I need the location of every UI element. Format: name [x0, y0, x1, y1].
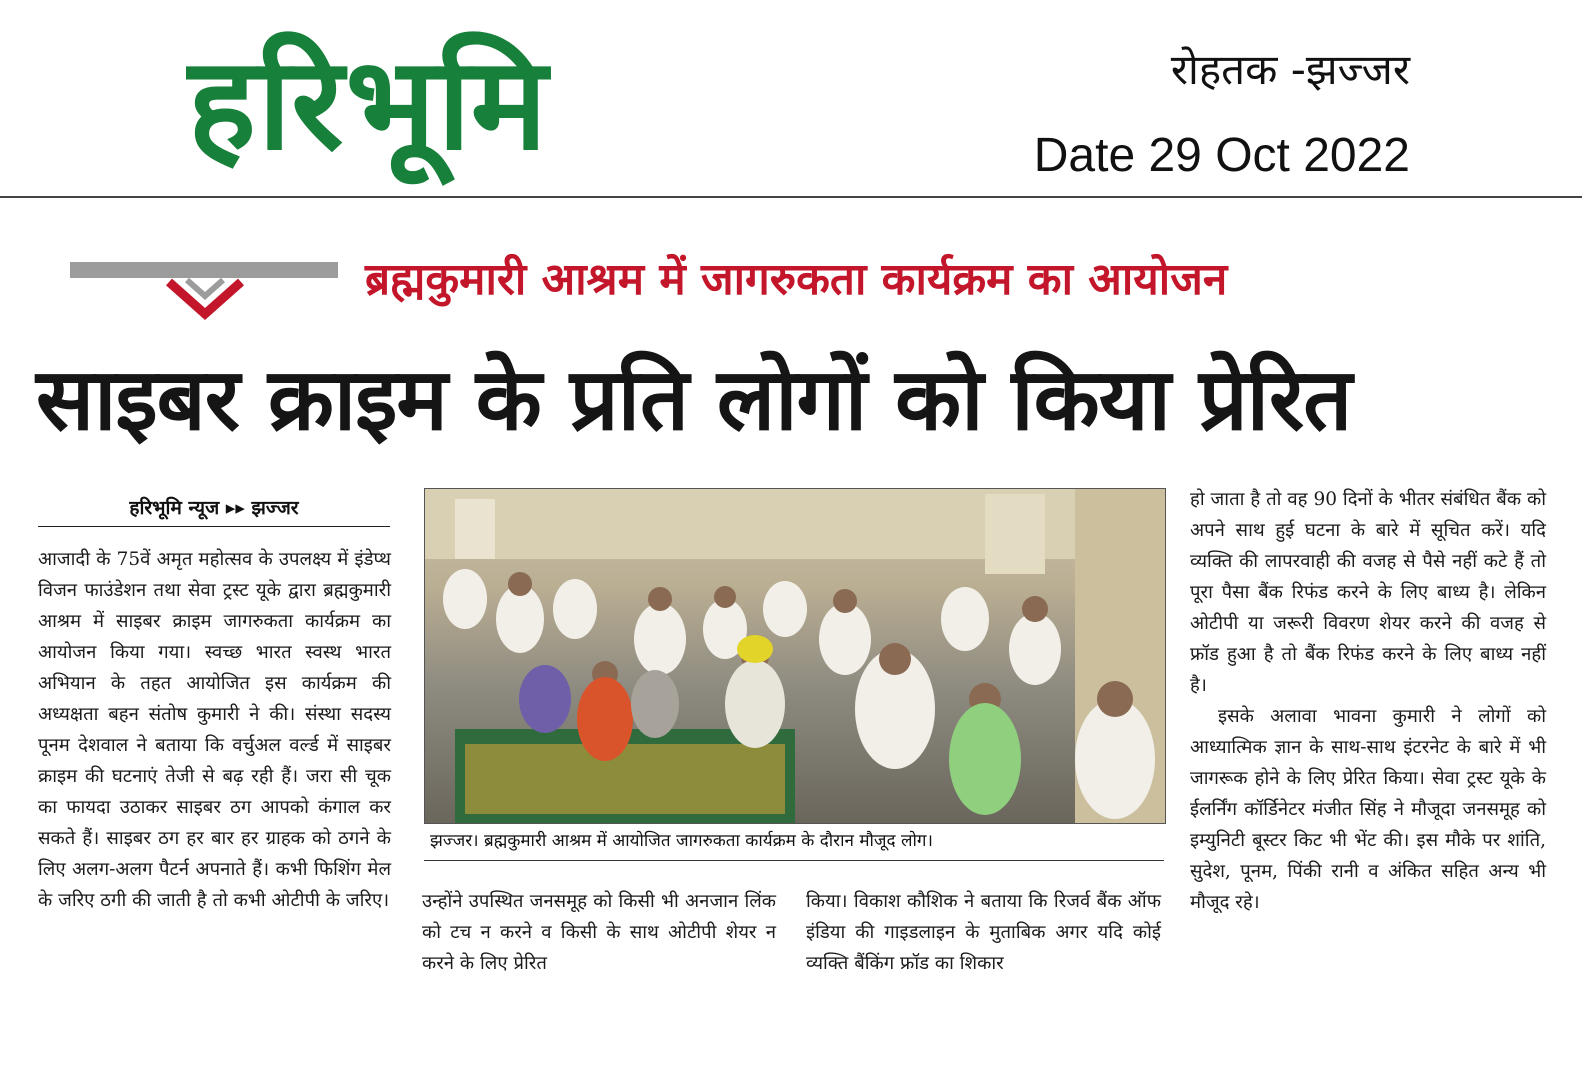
column-4-paragraph-1: हो जाता है तो वह 90 दिनों के भीतर संबंधित बैंक को अपने साथ हुई घटना के बारे में सूचित करें। यदि व्यक्ति की लापरवाही की वजह से पैसे नहीं कटे हैं तो पूरा पैसा बैंक रिफंड करने के लिए बाध्य है। लेकिन ओटीपी या जरूरी विवरण शेयर करने की वजह से फ्रॉड हुआ है तो बैंक रिफंड करने के लिए बाध्य नहीं है। [1190, 489, 1546, 696]
column-3-text: किया। विकाश कौशिक ने बताया कि रिजर्व बैंक ऑफ इंडिया की गाइडलाइन के मुताबिक अगर यदि कोई व्यक्ति बैंकिंग फ्रॉड का शिकार [806, 891, 1161, 974]
column-2-text: उन्होंने उपस्थित जनसमूह को किसी भी अनजान लिंक को टच न करने व किसी के साथ ओटीपी शेयर न करने के लिए प्रेरित [422, 891, 776, 974]
masthead-logo: हरिभूमि [188, 30, 550, 179]
chevron-down-icon [165, 276, 245, 326]
article-column-1 [38, 544, 391, 984]
column-1-text: आजादी के 75वें अमृत महोत्सव के उपलक्ष्य में इंडेप्थ विजन फाउंडेशन तथा सेवा ट्रस्ट यूके द्वारा ब्रह्मकुमारी आश्रम में साइबर क्राइम जागरुकता कार्यक्रम का आयोजन किया गया। स्वच्छ भारत स्वस्थ भारत अभियान के तहत आयोजित इस कार्यक्रम की अध्यक्षता बहन संतोष कुमारी ने की। संस्था सदस्य पूनम देशवाल ने बताया कि वर्चुअल वर्ल्ड में साइबर क्राइम की घटनाएं तेजी से बढ़ रही हैं। जरा सी चूक का फायदा उठाकर साइबर ठग आपको कंगाल कर सकते हैं। साइबर ठग हर बार हर ग्राहक को ठगने के लिए अलग-अलग पैटर्न अपनाते हैं। कभी फिशिंग मेल के जरिए ठगी की जाती है तो कभी ओटीपी के जरिए। [38, 549, 391, 911]
caption-rule [424, 860, 1164, 861]
byline-rule [38, 526, 390, 527]
audience-photo-illustration [425, 489, 1165, 823]
article-headline: साइबर क्राइम के प्रति लोगों को किया प्रेरित [36, 350, 1352, 450]
article-column-4 [1190, 484, 1546, 984]
photo-caption: झज्जर। ब्रह्मकुमारी आश्रम में आयोजित जागरुकता कार्यक्रम के दौरान मौजूद लोग। [430, 831, 933, 851]
publication-date: Date 29 Oct 2022 [1033, 129, 1410, 182]
article-photo [424, 488, 1166, 824]
article-column-3 [806, 886, 1161, 986]
column-4-paragraph-2: इसके अलावा भावना कुमारी ने लोगों को आध्यात्मिक ज्ञान के साथ-साथ इंटरनेट के बारे में भी जागरूक होने के लिए प्रेरित किया। सेवा ट्रस्ट यूके के ईलर्निंग कॉर्डिनेटर मंजीत सिंह ने मौजूदा जनसमूह को इम्युनिटी बूस्टर किट भी भेंट की। इस मौके पर शांति, सुदेश, पूनम, पिंकी रानी व अंकित सहित अन्य भी मौजूद रहे। [1190, 706, 1546, 913]
edition-label: रोहतक -झज्जर [1170, 45, 1410, 94]
article-byline: हरिभूमि न्यूज ▸▸ झज्जर [129, 497, 299, 519]
header-divider [0, 196, 1582, 198]
article-kicker: ब्रह्मकुमारी आश्रम में जागरुकता कार्यक्रम का आयोजन [365, 254, 1228, 305]
article-column-2 [422, 886, 776, 986]
